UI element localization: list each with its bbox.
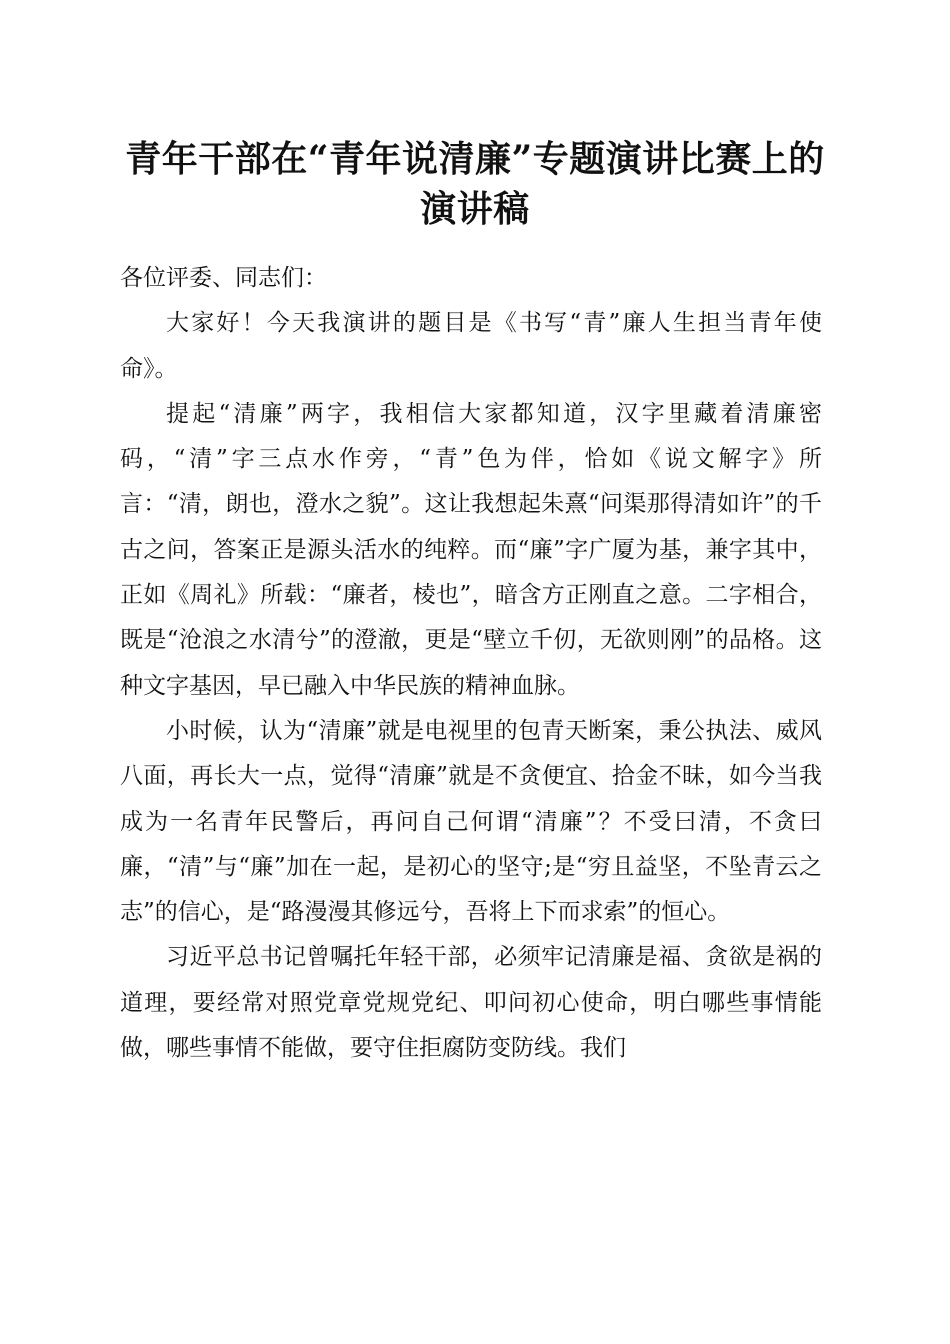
paragraph-3: 小时候，认为“清廉”就是电视里的包青天断案，秉公执法、威风八面，再长大一点，觉得“清廉”就是不贪便宜、拾金不昧，如今当我成为一名青年民警后，再问自己何谓“清廉”？不受曰清，不贪曰廉，“清”与“廉”加在一起，是初心的坚守;是“穷且益坚，不坠青云之志”的信心，是“路漫漫其修远兮，吾将上下而求索”的恒心。 <box>120 717 822 926</box>
paragraph-1: 大家好！今天我演讲的题目是《书写“青”廉人生担当青年使命》。 <box>120 310 822 382</box>
paragraph-4: 习近平总书记曾嘱托年轻干部，必须牢记清廉是福、贪欲是祸的道理，要经常对照党章党规党纪、叩问初心使命，明白哪些事情能做，哪些事情不能做，要守住拒腐防变防线。我们 <box>120 944 822 1062</box>
greeting: 各位评委、同志们： <box>120 265 327 291</box>
title-line-1: 青年干部在“青年说清廉”专题演讲比赛上的 <box>125 138 825 180</box>
title-line-2: 演讲稿 <box>420 188 530 230</box>
paragraph-2: 提起“清廉”两字，我相信大家都知道，汉字里藏着清廉密码，“清”字三点水作旁，“青”色为伴，恰如《说文解字》所言：“清，朗也，澄水之貌”。这让我想起朱熹“问渠那得清如许”的千古之问，答案正是源头活水的纯粹。而“廉”字广厦为基，兼字其中，正如《周礼》所载：“廉者，棱也”，暗含方正刚直之意。二字相合，既是“沧浪之水清兮”的澄澈，更是“壁立千仞，无欲则刚”的品格。这种文字基因，早已融入中华民族的精神血脉。 <box>120 400 822 699</box>
document-title <box>100 134 850 234</box>
document-body <box>120 256 822 1071</box>
